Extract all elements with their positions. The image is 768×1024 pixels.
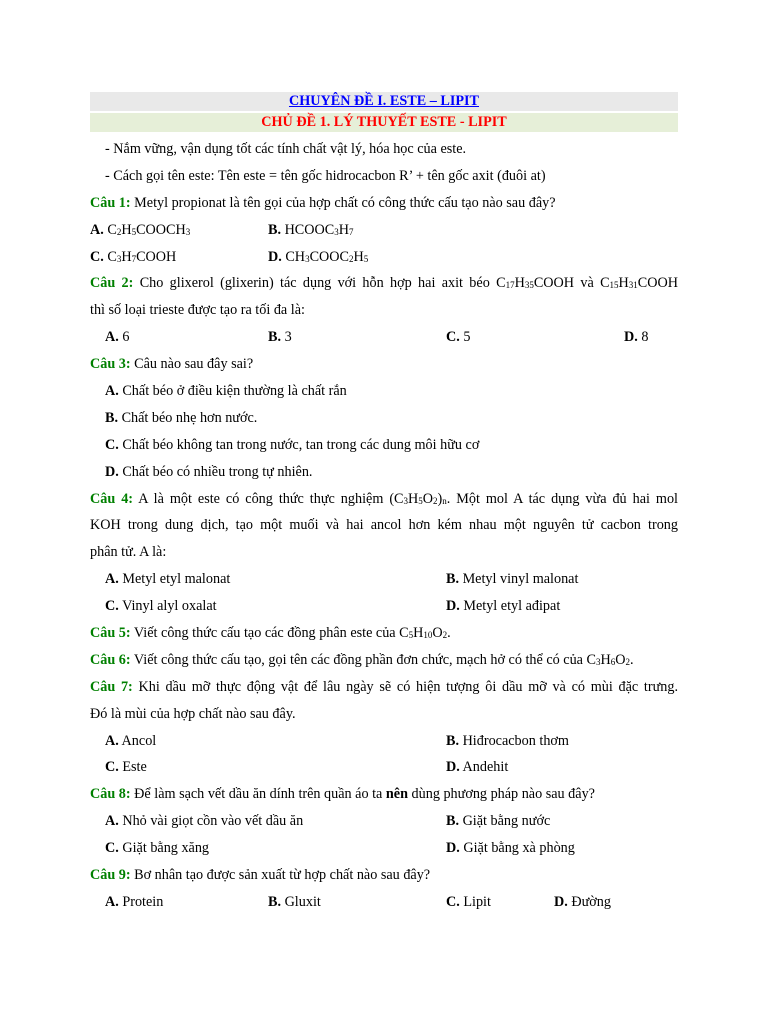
question-label: Câu 1:	[90, 194, 131, 211]
question-6: Câu 6: Viết công thức cấu tạo, gọi tên các đồng phần đơn chức, mạch hở có thể có của $C_3H_6O_2$.	[90, 651, 634, 668]
option-c: C. Vinyl alyl oxalat	[105, 598, 217, 615]
option-b: B. Chất béo nhẹ hơn nước.	[105, 409, 258, 426]
question-label: Câu 8:	[90, 786, 131, 803]
option-b: B. $HCOOC_3H_7$	[268, 221, 354, 238]
question-label: Câu 7:	[90, 678, 133, 695]
question-text: Câu nào sau đây sai?	[130, 356, 254, 373]
option-c: C. Este	[105, 759, 147, 776]
question-label: Câu 2:	[90, 275, 134, 292]
question-3	[90, 351, 678, 378]
option-b: B. Metyl vinyl malonat	[446, 571, 579, 588]
question-2-continued: thì số loại trieste được tạo ra tối đa là:	[90, 302, 305, 319]
q7-options-row-2	[90, 754, 678, 781]
question-7: Câu 7: Khi dầu mỡ thực động vật để lâu ngày sẽ có hiện tượng ôi dầu mỡ và có mùi đặc trưng.	[90, 678, 678, 695]
section-title: CHỦ ĐỀ 1. LÝ THUYẾT ESTE - LIPIT	[90, 113, 678, 132]
question-4-line-3: phân tử. A là:	[90, 544, 167, 561]
q4-options-row-1	[90, 566, 678, 593]
question-label: Câu 4:	[90, 490, 134, 507]
document-page	[90, 92, 678, 916]
option-a: A. Metyl etyl malonat	[105, 571, 231, 588]
option-a: A. Protein	[105, 893, 164, 910]
q2-options-row	[90, 324, 678, 351]
q8-options-row-1	[90, 808, 678, 835]
document-title: CHUYÊN ĐỀ I. ESTE – LIPIT	[90, 92, 678, 111]
question-4: Câu 4: A là một este có công thức thực nghiệm $(C_3H_5O_2)_n$. Một mol A tác dụng vừa đủ hai mol	[90, 490, 678, 507]
option-d: D. Giặt bằng xà phòng	[446, 840, 575, 857]
question-text: Cho glixerol (glixerin) tác dụng với hỗn hợp hai axit béo C	[133, 275, 506, 292]
option-d: D. Metyl etyl ađipat	[446, 598, 561, 615]
question-label: Câu 9:	[90, 867, 131, 884]
question-8: Câu 8: Để làm sạch vết dầu ăn dính trên quần áo ta nên dùng phương pháp nào sau đây?	[90, 786, 595, 803]
q9-options-row	[90, 889, 678, 916]
option-a: A. Nhỏ vài giọt cồn vào vết dầu ăn	[105, 813, 304, 830]
option-d: D. Andehit	[446, 759, 509, 776]
q7-options-row-1	[90, 728, 678, 755]
intro-line-1: - Nắm vững, vận dụng tốt các tính chất vật lý, hóa học của este.	[105, 141, 467, 157]
option-c: C. Chất béo không tan trong nước, tan trong các dung môi hữu cơ	[105, 436, 480, 453]
option-a: A. Ancol	[105, 732, 157, 749]
question-4-line-2: KOH trong dung dịch, tạo một muối và hai ancol hơn kém nhau một nguyên tử cacbon trong	[90, 517, 678, 534]
q1-options-row-1	[90, 217, 678, 244]
option-a: A. Chất béo ở điều kiện thường là chất rắn	[105, 383, 347, 400]
option-d: D. Đường	[554, 893, 611, 910]
option-c: C. Lipit	[446, 893, 491, 910]
option-b: B. Gluxit	[268, 893, 321, 910]
q1-options-row-2	[90, 244, 678, 271]
question-label: Câu 3:	[90, 356, 131, 373]
question-5: Câu 5: Viết công thức cấu tạo các đồng phân este của $C_5H_{10}O_2$.	[90, 625, 451, 642]
option-c: C. $C_3H_7COOH$	[90, 248, 177, 265]
option-b: B. Hiđrocacbon thơm	[446, 732, 569, 749]
option-d: D. Chất béo có nhiều trong tự nhiên.	[105, 463, 313, 480]
question-text: Metyl propionat là tên gọi của hợp chất có công thức cấu tạo nào sau đây?	[130, 194, 556, 211]
option-d: D. 8	[624, 329, 649, 346]
option-c: C. 5	[446, 329, 471, 346]
option-c: C. Giặt bằng xăng	[105, 840, 210, 857]
option-b: B. Giặt bằng nước	[446, 813, 551, 830]
question-label: Câu 6:	[90, 651, 131, 668]
question-9: Câu 9: Bơ nhân tạo được sản xuất từ hợp chất nào sau đây?	[90, 867, 431, 884]
option-a: A. 6	[105, 329, 130, 346]
question-2: Câu 2: Cho glixerol (glixerin) tác dụng với hỗn hợp hai axit béo $C_{17}H_{35}COOH$ và $C_{15}H_{31}COOH$	[90, 275, 678, 292]
option-a: A. $C_2H_5COOCH_3$	[90, 221, 191, 238]
q4-options-row-2	[90, 593, 678, 620]
option-b: B. 3	[268, 329, 292, 346]
question-1	[90, 190, 678, 217]
question-7-line-2: Đó là mùi của hợp chất nào sau đây.	[90, 705, 296, 722]
option-d: D. $CH_3COOC_2H_5$	[268, 248, 369, 265]
intro-line-2: - Cách gọi tên este: Tên este = tên gốc hidrocacbon R’ + tên gốc axit (đuôi at)	[105, 167, 546, 184]
q8-options-row-2	[90, 835, 678, 862]
question-label: Câu 5:	[90, 625, 131, 642]
